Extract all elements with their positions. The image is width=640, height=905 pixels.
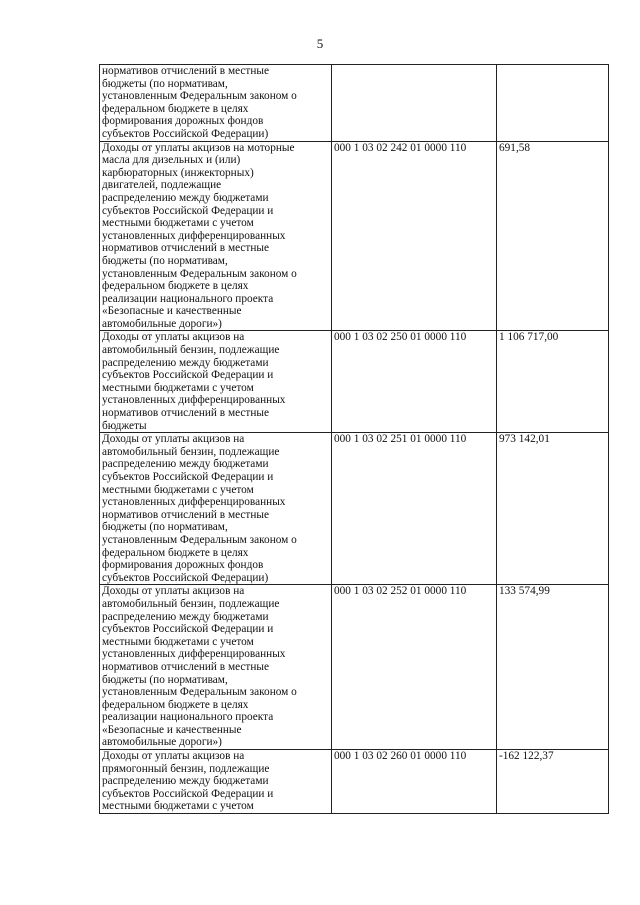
amount-cell: 133 574,99 xyxy=(497,585,609,750)
revenue-description: Доходы от уплаты акцизов на автомобильный бензин, подлежащие распределению между бюджетами субъектов Российской Федерации и местными бюджетами с учетом установленных дифференцированных нормативов отчислений в местные бюджеты xyxy=(102,331,286,432)
amount-cell: 691,58 xyxy=(497,141,609,331)
revenue-description-cell xyxy=(100,141,332,331)
amount-cell: 973 142,01 xyxy=(497,433,609,585)
table-row xyxy=(100,331,609,433)
page-number: 5 xyxy=(316,36,324,51)
budget-code-cell: 000 1 03 02 252 01 0000 110 xyxy=(332,585,497,750)
table-row xyxy=(100,433,609,585)
amount-cell: -162 122,37 xyxy=(497,750,609,814)
revenue-description: Доходы от уплаты акцизов на автомобильный бензин, подлежащие распределению между бюджетами субъектов Российской Федерации и местными бюджетами с учетом установленных дифференцированных нормативов отчислений в местные бюджеты (по нормативам, установленным Федеральным законом о федеральном бюджете в целях формирования дорожных фондов субъектов Российской Федерации) xyxy=(102,433,297,584)
revenue-description: нормативов отчислений в местные бюджеты (по нормативам, установленным Федеральным законом о федеральном бюджете в целях формирования дорожных фондов субъектов Российской Федерации) xyxy=(102,65,297,140)
revenue-description: Доходы от уплаты акцизов на прямогонный бензин, подлежащие распределению между бюджетами субъектов Российской Федерации и местными бюджетами с учетом xyxy=(102,750,274,813)
revenue-description-cell xyxy=(100,585,332,750)
revenue-description-cell xyxy=(100,750,332,814)
budget-code-cell xyxy=(332,65,497,142)
revenue-description: Доходы от уплаты акцизов на моторные масла для дизельных и (или) карбюраторных (инжекторных) двигателей, подлежащие распределению между бюджетами субъектов Российской Федерации и местными бюджетами с учетом установленных дифференцированных нормативов отчислений в местные бюджеты (по нормативам, установленным Федеральным законом о федеральном бюджете в целях реализации национального проекта «Безопасные и качественные автомобильные дороги») xyxy=(102,141,297,330)
amount-cell: 1 106 717,00 xyxy=(497,331,609,433)
budget-code-cell: 000 1 03 02 242 01 0000 110 xyxy=(332,141,497,331)
budget-code-cell: 000 1 03 02 251 01 0000 110 xyxy=(332,433,497,585)
budget-code-cell: 000 1 03 02 260 01 0000 110 xyxy=(332,750,497,814)
revenue-description: Доходы от уплаты акцизов на автомобильный бензин, подлежащие распределению между бюджетами субъектов Российской Федерации и местными бюджетами с учетом установленных дифференцированных нормативов отчислений в местные бюджеты (по нормативам, установленным Федеральным законом о федеральном бюджете в целях реализации национального проекта «Безопасные и качественные автомобильные дороги») xyxy=(102,585,297,749)
table-row xyxy=(100,585,609,750)
table-row xyxy=(100,65,609,142)
revenue-description-cell xyxy=(100,331,332,433)
revenue-table xyxy=(99,64,609,814)
amount-cell xyxy=(497,65,609,142)
table-row xyxy=(100,141,609,331)
revenue-description-cell xyxy=(100,433,332,585)
revenue-description-cell xyxy=(100,65,332,142)
budget-code-cell: 000 1 03 02 250 01 0000 110 xyxy=(332,331,497,433)
table-row xyxy=(100,750,609,814)
